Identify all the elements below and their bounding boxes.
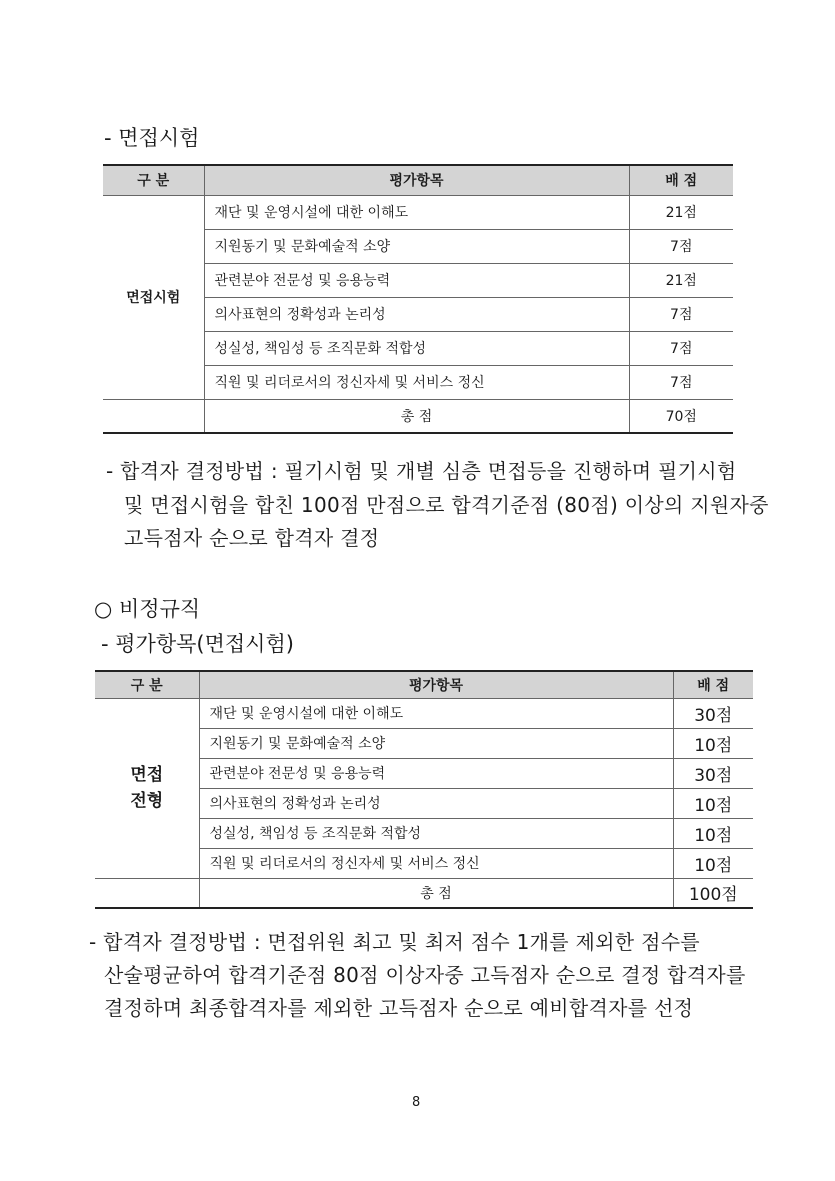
points-cell: 7점: [629, 331, 733, 365]
points-cell: 7점: [629, 365, 733, 399]
points-cell: 7점: [629, 297, 733, 331]
total-row: [103, 399, 733, 433]
nonregular-score-table: [95, 670, 753, 909]
points-cell: 21점: [629, 263, 733, 297]
section-heading-nonregular: ○ 비정규직: [94, 597, 201, 621]
category-cell: 면접시험: [103, 195, 204, 399]
total-row: [95, 878, 753, 908]
total-points: 70점: [629, 399, 733, 433]
method-line: 및 면접시험을 합친 100점 만점으로 합격기준점 (80점) 이상의 지원자중: [124, 493, 769, 517]
category-cell: [95, 698, 199, 878]
category-line: 면접: [130, 765, 164, 785]
header-item: 평가항목: [199, 671, 673, 698]
header-category: 구 분: [103, 165, 204, 195]
table-row: [95, 698, 753, 728]
total-label: 총 점: [204, 399, 629, 433]
points-cell: 21점: [629, 195, 733, 229]
total-empty-cell: [103, 399, 204, 433]
item-cell: 관련분야 전문성 및 응용능력: [204, 263, 629, 297]
header-category: 구 분: [95, 671, 199, 698]
table-header-row: [103, 165, 733, 195]
item-cell: 의사표현의 정확성과 논리성: [199, 788, 673, 818]
item-cell: 관련분야 전문성 및 응용능력: [199, 758, 673, 788]
item-cell: 성실성, 책임성 등 조직문화 적합성: [199, 818, 673, 848]
method-line: - 합격자 결정방법 : 필기시험 및 개별 심층 면접등을 진행하며 필기시험: [106, 459, 737, 483]
item-cell: 재단 및 운영시설에 대한 이해도: [204, 195, 629, 229]
method-line: 결정하며 최종합격자를 제외한 고득점자 순으로 예비합격자를 선정: [104, 996, 694, 1020]
points-cell: 10점: [673, 788, 753, 818]
subheading-evaluation-items: - 평가항목(면접시험): [101, 632, 294, 656]
item-cell: 지원동기 및 문화예술적 소양: [199, 728, 673, 758]
method-line: 고득점자 순으로 합격자 결정: [124, 526, 380, 550]
points-cell: 10점: [673, 848, 753, 878]
item-cell: 지원동기 및 문화예술적 소양: [204, 229, 629, 263]
method-line: - 합격자 결정방법 : 면접위원 최고 및 최저 점수 1개를 제외한 점수를: [89, 930, 700, 954]
item-cell: 성실성, 책임성 등 조직문화 적합성: [204, 331, 629, 365]
points-cell: 10점: [673, 728, 753, 758]
category-line: 전형: [130, 791, 164, 811]
total-label: 총 점: [199, 878, 673, 908]
item-cell: 직원 및 리더로서의 정신자세 및 서비스 정신: [199, 848, 673, 878]
header-item: 평가항목: [204, 165, 629, 195]
total-empty-cell: [95, 878, 199, 908]
item-cell: 의사표현의 정확성과 논리성: [204, 297, 629, 331]
points-cell: 30점: [673, 758, 753, 788]
interview-score-table: [103, 164, 733, 434]
item-cell: 재단 및 운영시설에 대한 이해도: [199, 698, 673, 728]
page-number: 8: [412, 1095, 421, 1110]
total-points: 100점: [673, 878, 753, 908]
table-header-row: [95, 671, 753, 698]
method-line: 산술평균하여 합격기준점 80점 이상자중 고득점자 순으로 결정 합격자를: [104, 963, 746, 987]
item-cell: 직원 및 리더로서의 정신자세 및 서비스 정신: [204, 365, 629, 399]
header-points: 배 점: [673, 671, 753, 698]
table-row: [103, 195, 733, 229]
points-cell: 7점: [629, 229, 733, 263]
points-cell: 10점: [673, 818, 753, 848]
header-points: 배 점: [629, 165, 733, 195]
section-heading-interview: - 면접시험: [104, 126, 200, 150]
points-cell: 30점: [673, 698, 753, 728]
